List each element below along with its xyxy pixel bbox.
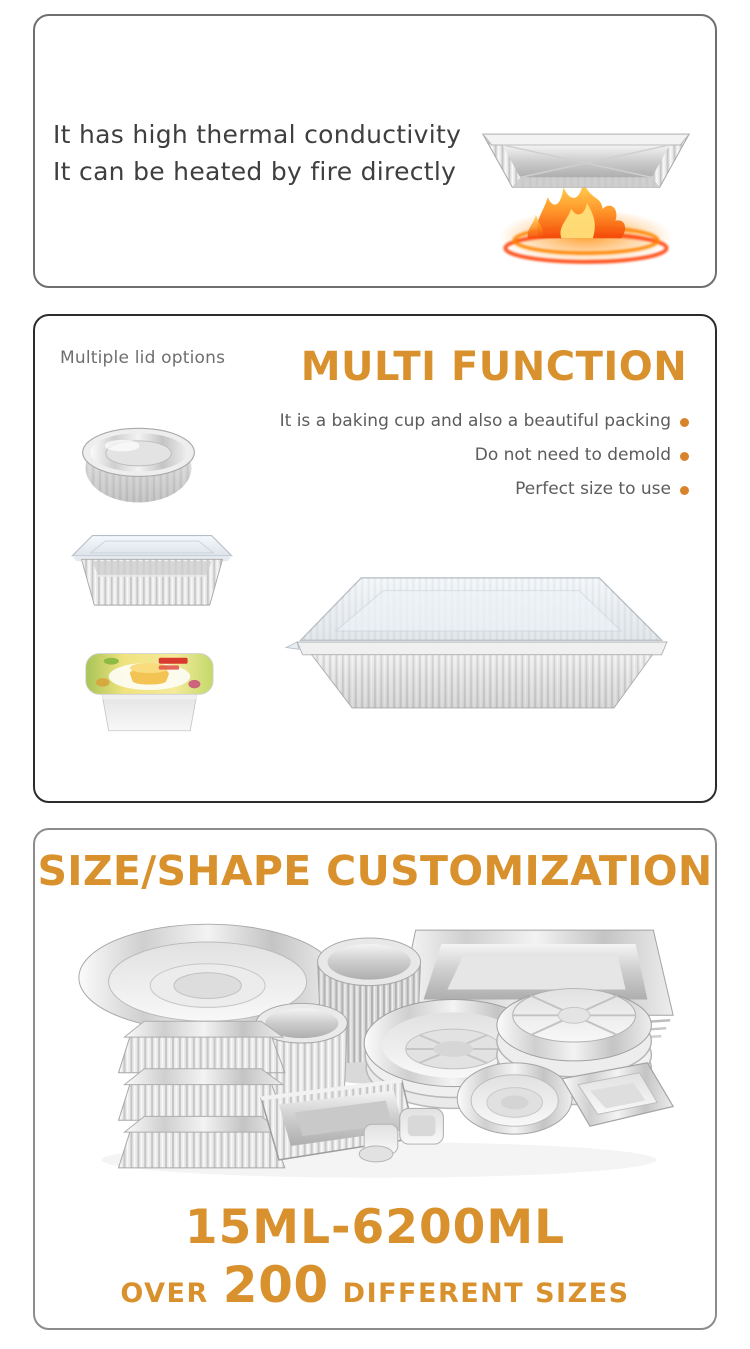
multiple-lid-options-label: Multiple lid options <box>60 348 226 368</box>
sizes-prefix: OVER <box>120 1278 209 1309</box>
bullet-dot-icon <box>680 486 689 495</box>
bullet-text: Perfect size to use <box>515 479 671 499</box>
large-tray-dome-lid-image <box>277 568 689 716</box>
sizes-count: 200 <box>222 1256 329 1314</box>
bullet-dot-icon <box>680 418 689 427</box>
capacity-range: 15ML-6200ML <box>184 1200 566 1255</box>
bullet-text: Do not need to demold <box>474 445 671 465</box>
rect-container-clear-lid-image <box>65 528 239 620</box>
bullet-item <box>280 411 689 432</box>
size-shape-customization-card <box>33 828 717 1330</box>
bullet-text: It is a baking cup and also a beautiful packing <box>279 411 671 431</box>
foil-tray <box>483 134 689 187</box>
sizes-count-line <box>35 1256 715 1314</box>
thermal-line-1: It has high thermal conductivity <box>53 120 462 149</box>
foil-tray-fire-image <box>473 126 699 272</box>
multi-function-card <box>33 314 717 803</box>
thermal-line-2: It can be heated by fire directly <box>53 157 457 186</box>
assorted-foil-containers-image <box>67 902 689 1192</box>
bullet-item <box>280 445 689 466</box>
bullet-dot-icon <box>680 452 689 461</box>
lidded-rect-stack <box>119 1021 285 1168</box>
bullet-item <box>280 479 689 500</box>
round-foil-pan-image <box>63 410 215 514</box>
thermal-text <box>53 116 461 190</box>
customization-title: SIZE/SHAPE CUSTOMIZATION <box>37 847 713 895</box>
flames <box>528 181 625 238</box>
sizes-suffix: DIFFERENT SIZES <box>342 1278 630 1309</box>
printed-lid-container-image <box>79 648 219 738</box>
multi-function-title: MULTI FUNCTION <box>300 344 688 390</box>
thermal-conductivity-card <box>33 14 717 288</box>
round-plate <box>457 1063 572 1134</box>
multi-function-bullets <box>280 411 689 513</box>
